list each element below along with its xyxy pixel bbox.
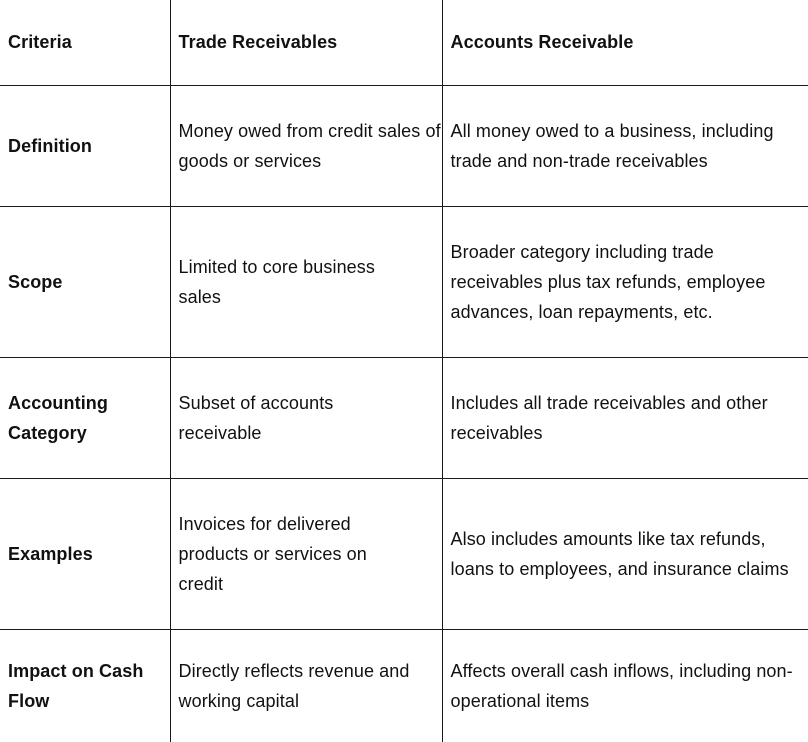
table-row	[0, 357, 808, 478]
table-row	[0, 629, 808, 742]
row-criteria-cell: Definition	[0, 85, 170, 206]
accounts-receivable-cell: Includes all trade receivables and other receivables	[442, 357, 808, 478]
table-row	[0, 478, 808, 629]
accounts-receivable-cell: All money owed to a business, including trade and non-trade receivables	[442, 85, 808, 206]
row-criteria-cell: Scope	[0, 206, 170, 357]
table-row	[0, 85, 808, 206]
trade-receivables-cell: Money owed from credit sales of goods or services	[170, 85, 442, 206]
table-row	[0, 206, 808, 357]
accounts-receivable-cell: Also includes amounts like tax refunds, loans to employees, and insurance claims	[442, 478, 808, 629]
row-criteria-cell: Accounting Category	[0, 357, 170, 478]
accounts-receivable-cell: Broader category including trade receivables plus tax refunds, employee advances, loan repayments, etc.	[442, 206, 808, 357]
header-criteria: Criteria	[0, 0, 170, 85]
row-criteria-cell: Examples	[0, 478, 170, 629]
trade-receivables-cell: Limited to core business sales	[170, 206, 442, 357]
header-accounts-receivable: Accounts Receivable	[442, 0, 808, 85]
accounts-receivable-cell: Affects overall cash inflows, including non-operational items	[442, 629, 808, 742]
row-criteria-cell: Impact on Cash Flow	[0, 629, 170, 742]
header-trade-receivables: Trade Receivables	[170, 0, 442, 85]
trade-receivables-cell: Directly reflects revenue and working capital	[170, 629, 442, 742]
header-row	[0, 0, 808, 85]
trade-receivables-cell: Subset of accounts receivable	[170, 357, 442, 478]
trade-receivables-cell: Invoices for delivered products or services on credit	[170, 478, 442, 629]
